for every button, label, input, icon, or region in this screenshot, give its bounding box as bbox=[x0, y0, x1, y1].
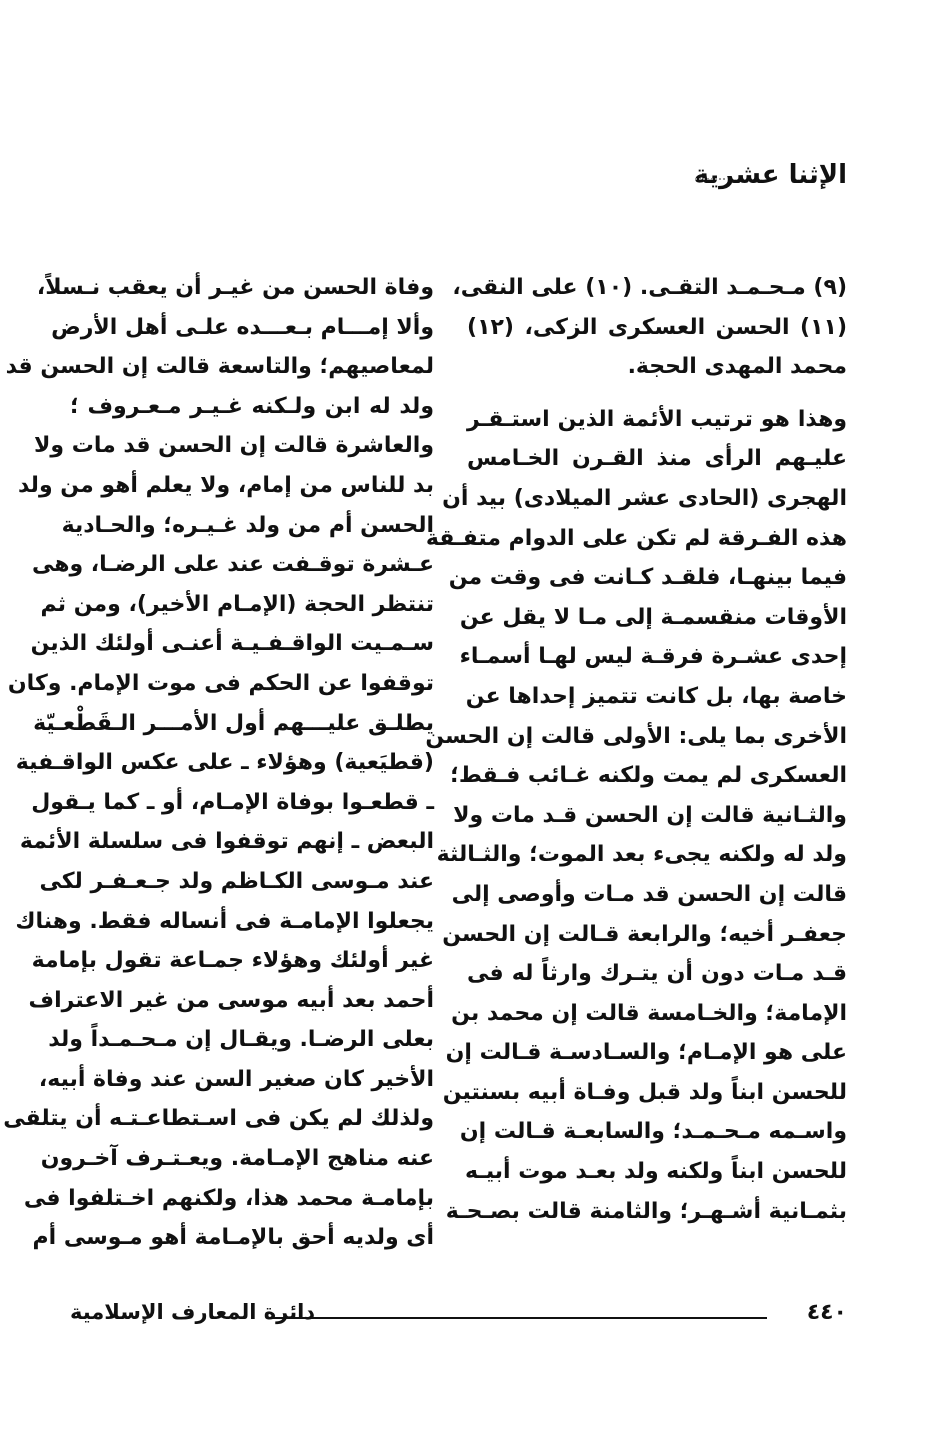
text-line: هذه الفـرقة لم تكن على الدوام متفـقة bbox=[425, 525, 847, 551]
text-line: بعلى الرضـا. ويقـال إن مـحـمـداً ولد bbox=[48, 1027, 434, 1053]
text-line: أحمد بعد أبيه موسى من غير الاعتراف bbox=[28, 987, 434, 1013]
text-line: عـشرة توقـفت عند على الرضـا، وهى bbox=[31, 552, 434, 578]
text-line: ـ قطعـوا بوفاة الإمـام، أو ـ كما يـقول bbox=[31, 789, 434, 815]
text-line: وهذا هو ترتيب الأئمة الذين استـقـر bbox=[467, 406, 847, 432]
text-line: والثـانية قالت إن الحسن قـد مات ولا bbox=[453, 802, 847, 828]
text-line: عنه مناهج الإمـامة. ويعـتـرف آخـرون bbox=[40, 1146, 434, 1172]
publication-title: دائرة المعارف الإسلامية bbox=[70, 1300, 316, 1324]
text-line: يطلـق عليـــهم أول الأمـــر الـقَطْعـيّة bbox=[33, 710, 434, 736]
text-line: وألا إمـــام بـعـــده علـى أهل الأرض bbox=[51, 314, 434, 340]
text-line: ولذلك لم يكن فى اسـتطاعـتـه أن يتلقى bbox=[3, 1106, 434, 1132]
text-line: لمعاصيهم؛ والتاسعة قالت إن الحسن قد bbox=[5, 354, 434, 380]
text-line: توقفوا عن الحكم فى موت الإمام. وكان bbox=[7, 670, 434, 696]
paragraph-sects bbox=[425, 400, 847, 1231]
page-number: ٤٤٠ bbox=[806, 1300, 847, 1325]
header-dots-decoration bbox=[695, 178, 725, 180]
text-line: (٩) مـحـمـد التقـى. (١٠) على النقى، bbox=[452, 275, 847, 300]
text-line: للحسن ابناً ولد قبل وفـاة أبيه بسنتين bbox=[442, 1079, 847, 1105]
text-line: قالت إن الحسن قد مـات وأوصى إلى bbox=[451, 881, 847, 907]
text-line: واسـمه مـحـمـد؛ والسابعـة قـالت إن bbox=[459, 1119, 847, 1145]
text-line: عليـهم الرأى منذ القـرن الخـامس bbox=[467, 446, 847, 472]
text-line: إحدى عشـرة فرقـة ليس لهـا أسمـاء bbox=[459, 644, 847, 670]
text-line: الإمامة؛ والخـامسة قالت إن محمد بن bbox=[451, 1000, 847, 1026]
text-line: عند مـوسى الكـاظم ولد جـعـفـر لكى bbox=[39, 868, 434, 894]
text-line: (١١) الحسن العسكرى الزكى، (١٢) bbox=[467, 314, 847, 340]
text-line: الأوقات منقسمـة إلى مـا لا يقل عن bbox=[459, 604, 847, 630]
running-header-title: الإثنا عشرية bbox=[693, 160, 847, 190]
right-text-column bbox=[425, 268, 847, 1231]
text-line: محمد المهدى الحجة. bbox=[627, 354, 847, 380]
text-line: الأخير كان صغير السن عند وفاة أبيه، bbox=[38, 1066, 434, 1092]
text-line: بإمامـة محمد هذا، ولكنهم اخـتلفوا فى bbox=[23, 1185, 434, 1211]
text-line: وفاة الحسن من غيـر أن يعقب نـسلاً، bbox=[36, 275, 434, 300]
text-line: الحسن أم من ولد غـيـره؛ والحـادية bbox=[61, 512, 434, 538]
text-line: خاصة بها، بل كانت تتميز إحداها عن bbox=[465, 683, 847, 709]
text-line: يجعلوا الإمامـة فى أنساله فقط. وهناك bbox=[15, 908, 434, 934]
paragraph-gap bbox=[467, 387, 847, 400]
left-text-column bbox=[3, 268, 434, 1258]
text-line: سـمـيت الواقـفـيـة أعنـى أولئك الذين bbox=[30, 631, 434, 657]
text-line: تنتظر الحجة (الإمـام الأخير)، ومن ثم bbox=[40, 591, 434, 617]
text-line: غير أولئك وهؤلاء جمـاعة تقول بإمامة bbox=[31, 948, 434, 974]
paragraph-imams-list bbox=[452, 268, 847, 387]
text-line: قـد مـات دون أن يتـرك وارثاً له فى bbox=[467, 961, 847, 987]
text-line: ولد له ابن ولـكنه غـيـر مـعـروف ؛ bbox=[70, 393, 434, 419]
footer-rule bbox=[268, 1317, 767, 1319]
text-line: على هو الإمـام؛ والسـادسـة قـالت إن bbox=[445, 1040, 847, 1066]
text-line: للحسن ابناً ولكنه ولد بعـد موت أبيـه bbox=[464, 1159, 847, 1185]
text-line: ولد له ولكنه يجىء بعد الموت؛ والثـالثة bbox=[436, 842, 847, 868]
text-line: والعاشرة قالت إن الحسن قد مات ولا bbox=[34, 433, 434, 459]
text-line: الأخرى بما يلى: الأولى قالت إن الحسن bbox=[425, 723, 847, 749]
text-line: بد للناس من إمام، ولا يعلم أهو من ولد bbox=[17, 472, 434, 498]
text-line: (قطيَعية) وهؤلاء ـ على عكس الواقـفية bbox=[15, 750, 434, 776]
text-line: أى ولديه أحق بالإمـامة أهو مـوسى أم bbox=[32, 1225, 434, 1251]
page-footer bbox=[70, 1300, 847, 1330]
text-line: العسكرى لم يمت ولكنه غـائب فـقط؛ bbox=[450, 763, 847, 789]
text-line: جعفـر أخيه؛ والرابعة قـالت إن الحسن bbox=[442, 921, 847, 947]
text-line: البعض ـ إنهم توقفوا فى سلسلة الأئمة bbox=[19, 829, 434, 855]
text-line: بثمـانية أشـهـر؛ والثامنة قالت بصـحـة bbox=[445, 1198, 847, 1224]
text-line: الهجرى (الحادى عشر الميلادى) بيد أن bbox=[442, 485, 847, 511]
text-line: فيما بينهـا، فلقـد كـانت فى وقت من bbox=[448, 565, 847, 591]
